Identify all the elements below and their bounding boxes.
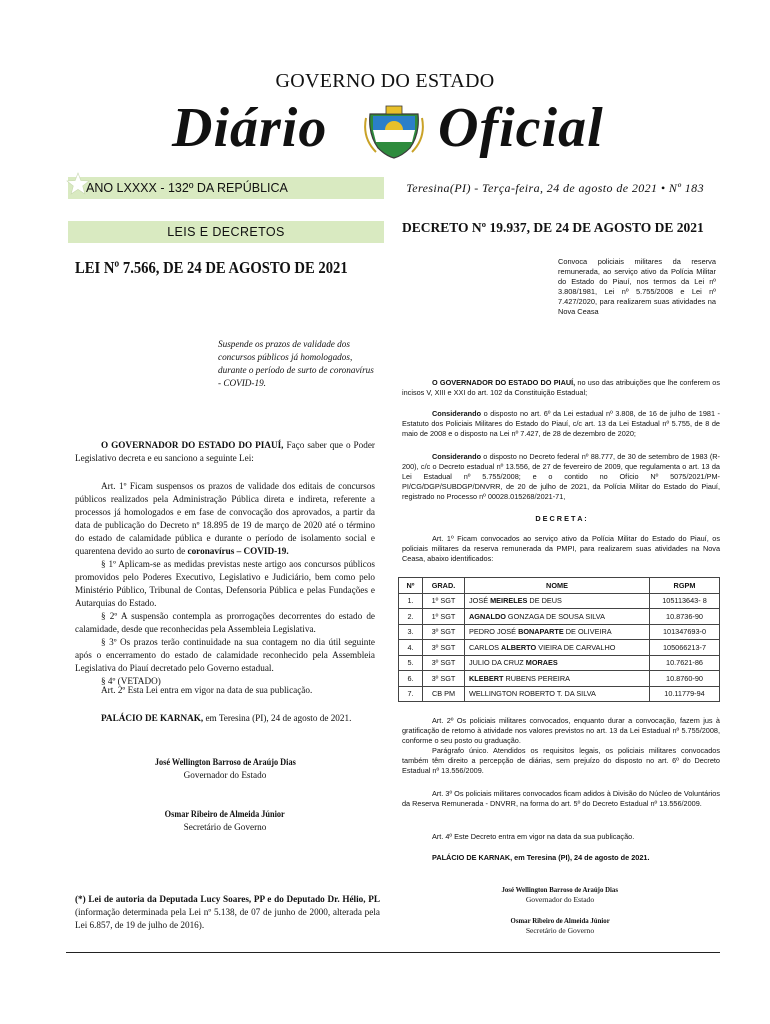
law-art2 — [75, 684, 375, 697]
table-header-row — [399, 578, 720, 594]
decree-art1-text: Art. 1º Ficam convocados ao serviço ativo da Polícia Militar do Estado do Piauí, os policiais militares da reserva remunerada da PMPI, para realizarem suas atividades na Nova Ceasa, abaixo identificados: — [402, 534, 720, 563]
law-par2: § 2º A suspensão contempla as prorrogações decorrentes do estado de calamidade, desde que reconhecidas pela Assembleia Legislativa. — [75, 611, 375, 634]
law-art1-bold: coronavírus – COVID-19. — [187, 546, 289, 556]
law-art2-text: Art. 2º Esta Lei entra em vigor na data de sua publicação. — [101, 685, 313, 695]
decree-cons2-bold: Considerando — [432, 452, 482, 461]
decree-sig2-role: Secretário de Governo — [525, 926, 595, 935]
row-grade: 1º SGT — [423, 593, 465, 609]
decree-cons1-text: o disposto no art. 6º da Lei estadual nº 3.808, de 16 de julho de 1981 - Estatuto dos Policiais Militares do Estado do Piauí, c/c art. 13 da Lei Estadual nº 5.755, de 8 de maio de 2008 e o disposto na Lei nº 7.427, de 28 de dezembro de 2020; — [402, 409, 720, 438]
law-preamble-text: Faço saber que o Poder Legislativo decreta e eu sanciono a seguinte Lei: — [75, 440, 375, 463]
section-title: LEIS E DECRETOS — [68, 221, 384, 243]
government-heading: GOVERNO DO ESTADO — [275, 70, 495, 92]
table-row — [399, 655, 720, 671]
row-name-pre: WELLINGTON ROBERTO T. DA SILVA — [469, 689, 596, 699]
row-grade: 1º SGT — [423, 609, 465, 625]
column-header: NOME — [465, 578, 650, 594]
table-row — [399, 640, 720, 656]
decree-signature-governor — [400, 885, 720, 905]
decree-sig1-role: Governador do Estado — [525, 895, 595, 904]
masthead-title-left: Diário — [172, 97, 328, 159]
decree-art1 — [402, 534, 720, 564]
row-name — [465, 655, 650, 671]
decree-cons1-bold: Considerando — [432, 409, 482, 418]
decree-signature-secretary — [400, 916, 720, 936]
law-par4: § 4º (VETADO) — [101, 676, 161, 686]
row-name-bold: MEIRELES — [490, 596, 528, 606]
law-sig1-name: José Wellington Barroso de Araújo Dias — [154, 757, 296, 767]
law-articles — [75, 480, 375, 688]
decree-title: DECRETO Nº 19.937, DE 24 DE AGOSTO DE 2021 — [402, 220, 704, 235]
row-name-post: GONZAGA DE SOUSA SILVA — [505, 611, 605, 621]
date-line: Teresina(PI) - Terça-feira, 24 de agosto de 2021 • Nº 183 — [406, 181, 704, 195]
law-footnote — [75, 893, 380, 932]
row-rgpm: 101347693-0 — [650, 624, 720, 640]
decree-art3 — [402, 789, 720, 809]
decree-art2-text: Art. 2º Os policiais militares convocados, enquanto durar a convocação, fazem jus à gratificação de retorno à atividade nos valores previstos no art. 13 da Lei Estadual nº 5.755/2008, conforme o seu posto ou graduação. — [402, 716, 720, 745]
row-number: 5. — [399, 655, 423, 671]
bottom-divider — [66, 952, 720, 953]
masthead-title — [0, 96, 770, 166]
row-name-post: RUBENS PEREIRA — [503, 673, 570, 683]
decree-art2-paragraph: Parágrafo único. Atendidos os requisitos legais, os policiais militares convocados também têm direito a percepção de diárias, sem prejuízo do disposto no art. 6º do Decreto Estadual nº 13.556/2009. — [402, 746, 720, 775]
row-rgpm: 105066213-7 — [650, 640, 720, 656]
law-art1-text: Art. 1º Ficam suspensos os prazos de validade dos editais de concursos públicos realizados pela Administração Pública direta e indireta, referente a processos já homologados e em fase de convocação dos aprovados, a partir da data de publicação do Decreto nº 18.895 de 19 de março de 2020 até o término do estado de calamidade pública e durante o período de isolamento social e quarentena devido ao surto de — [75, 481, 375, 556]
decree-preamble-bold: O GOVERNADOR DO ESTADO DO PIAUÍ, — [432, 378, 576, 387]
decree-palace — [402, 853, 720, 863]
law-sig2-role: Secretário de Governo — [183, 822, 267, 832]
officers-table — [398, 577, 720, 702]
row-name-post: VIEIRA DE CARVALHO — [536, 642, 616, 652]
law-sig1-role: Governador do Estado — [183, 770, 267, 780]
row-name-pre: JOSÉ — [469, 596, 491, 606]
law-palace-bold: PALÁCIO DE KARNAK, — [101, 713, 204, 723]
row-name — [465, 593, 650, 609]
decree-sig1-name: José Wellington Barroso de Araújo Dias — [501, 885, 619, 894]
decree-art3-text: Art. 3º Os policiais militares convocados ficam adidos à Divisão do Núcleo de Voluntários da Reserva Remunerada - DNVRR, na forma do art. 5º do Decreto Estadual nº 13.556/2009. — [402, 789, 720, 808]
row-name — [465, 609, 650, 625]
row-grade: 3º SGT — [423, 655, 465, 671]
row-number: 3. — [399, 624, 423, 640]
decree-art2 — [402, 716, 720, 776]
decree-decreta: D E C R E T A : — [535, 514, 587, 523]
law-preamble — [75, 439, 375, 465]
row-rgpm: 10.7621-86 — [650, 655, 720, 671]
decree-preamble — [402, 378, 720, 398]
row-name — [465, 686, 650, 702]
row-grade: 3º SGT — [423, 640, 465, 656]
decree-ementa: Convoca policiais militares da reserva remunerada, ao serviço ativo da Polícia Militar do Estado do Piauí, nos termos da Lei nº 3.808/1981, Lei nº 5.755/2008 e Lei nº 7.427/2020, para realizarem suas atividades na Nova Ceasa — [558, 257, 716, 316]
decree-considerando-1 — [402, 409, 720, 439]
table-row — [399, 624, 720, 640]
law-title: LEI Nº 7.566, DE 24 DE AGOSTO DE 2021 — [75, 258, 348, 277]
row-name-pre: CARLOS — [469, 642, 502, 652]
decree-cons2-text: o disposto no Decreto federal nº 88.777, de 30 de setembro de 1983 (R-200), c/c o Decreto estadual nº 13.556, de 27 de fevereiro de 2009, que regulamenta o art. 13 da Lei Estadual nº 5.755/2008; e o contido no Ofício Nº 5075/2021/PM-PI/CG/DGP/SUBDGP/DNVRR, de 20 de julho de 2021, da Polícia Militar do Estado do Piauí, registrado no Processo nº 00028.015268/2021-71, — [402, 452, 720, 501]
row-grade: 3º SGT — [423, 624, 465, 640]
law-footnote-text: (informação determinada pela Lei nº 5.138, de 07 de junho de 2000, alterada pela Lei 6.857, de 19 de julho de 2016). — [75, 907, 380, 930]
law-ementa: Suspende os prazos de validade dos concursos públicos já homologados, durante o período de surto de coronavírus - COVID-19. — [218, 339, 374, 388]
law-par1: § 1º Aplicam-se as medidas previstas neste artigo aos concursos públicos promovidos pelo Poderes Executivo, Legislativo e Judiciário, bem como pelo Ministério Público, Tribunal de Contas, Defensoria Pública e pelas Fundações e Autarquias do Estado. — [75, 559, 375, 608]
law-par3: § 3º Os prazos terão continuidade na sua contagem no dia útil seguinte após o encerramento do estado de calamidade reconhecido pela Assembleia Legislativa do Piauí decretado pelo Governo estadual. — [75, 637, 375, 673]
decree-preamble-text: no uso das atribuições que lhe conferem os incisos V, XIII e XXI do art. 102 da Constituição Estadual; — [402, 378, 720, 397]
row-name-post: DE DEUS — [527, 596, 562, 606]
table-row — [399, 593, 720, 609]
coat-of-arms-icon — [364, 104, 424, 160]
table-row — [399, 609, 720, 625]
row-name-bold: ALBERTO — [501, 642, 537, 652]
law-preamble-bold: O GOVERNADOR DO ESTADO DO PIAUÍ, — [101, 440, 284, 450]
column-header: RGPM — [650, 578, 720, 594]
decree-art4 — [402, 832, 720, 842]
masthead-title-right: Oficial — [438, 97, 604, 159]
row-name-pre: JULIO DA CRUZ — [469, 658, 526, 668]
row-number: 2. — [399, 609, 423, 625]
row-name-bold: BONAPARTE — [518, 627, 564, 637]
row-name-bold: KLEBERT — [469, 673, 504, 683]
row-grade: 3º SGT — [423, 671, 465, 687]
decree-art4-text: Art. 4º Este Decreto entra em vigor na data da sua publicação. — [432, 832, 635, 841]
row-rgpm: 10.11779-94 — [650, 686, 720, 702]
row-number: 1. — [399, 593, 423, 609]
row-number: 6. — [399, 671, 423, 687]
row-name — [465, 624, 650, 640]
table-row — [399, 686, 720, 702]
row-name-bold: MORAES — [525, 658, 558, 668]
row-grade: CB PM — [423, 686, 465, 702]
column-header: Nº — [399, 578, 423, 594]
law-palace-text: em Teresina (PI), 24 de agosto de 2021. — [203, 713, 352, 723]
law-signature-secretary — [75, 808, 375, 834]
table-row — [399, 671, 720, 687]
law-palace — [75, 712, 375, 725]
decree-sig2-name: Osmar Ribeiro de Almeida Júnior — [510, 916, 610, 925]
row-name-pre: PEDRO JOSÉ — [469, 627, 519, 637]
row-name-post: DE OLIVEIRA — [563, 627, 612, 637]
row-rgpm: 10.8736-90 — [650, 609, 720, 625]
row-rgpm: 10.8760-90 — [650, 671, 720, 687]
edition-label: ANO LXXXX - 132º DA REPÚBLICA — [86, 181, 288, 195]
row-name — [465, 671, 650, 687]
law-signature-governor — [75, 756, 375, 782]
decree-considerando-2 — [402, 452, 720, 502]
row-name — [465, 640, 650, 656]
row-number: 4. — [399, 640, 423, 656]
row-number: 7. — [399, 686, 423, 702]
decree-palace-text: PALÁCIO DE KARNAK, em Teresina (PI), 24 de agosto de 2021. — [432, 853, 650, 862]
column-header: GRAD. — [423, 578, 465, 594]
row-name-bold: AGNALDO — [469, 611, 506, 621]
law-footnote-bold: (*) Lei de autoria da Deputada Lucy Soares, PP e do Deputado Dr. Hélio, PL — [75, 894, 380, 904]
law-sig2-name: Osmar Ribeiro de Almeida Júnior — [164, 809, 286, 819]
row-rgpm: 105113643- 8 — [650, 593, 720, 609]
